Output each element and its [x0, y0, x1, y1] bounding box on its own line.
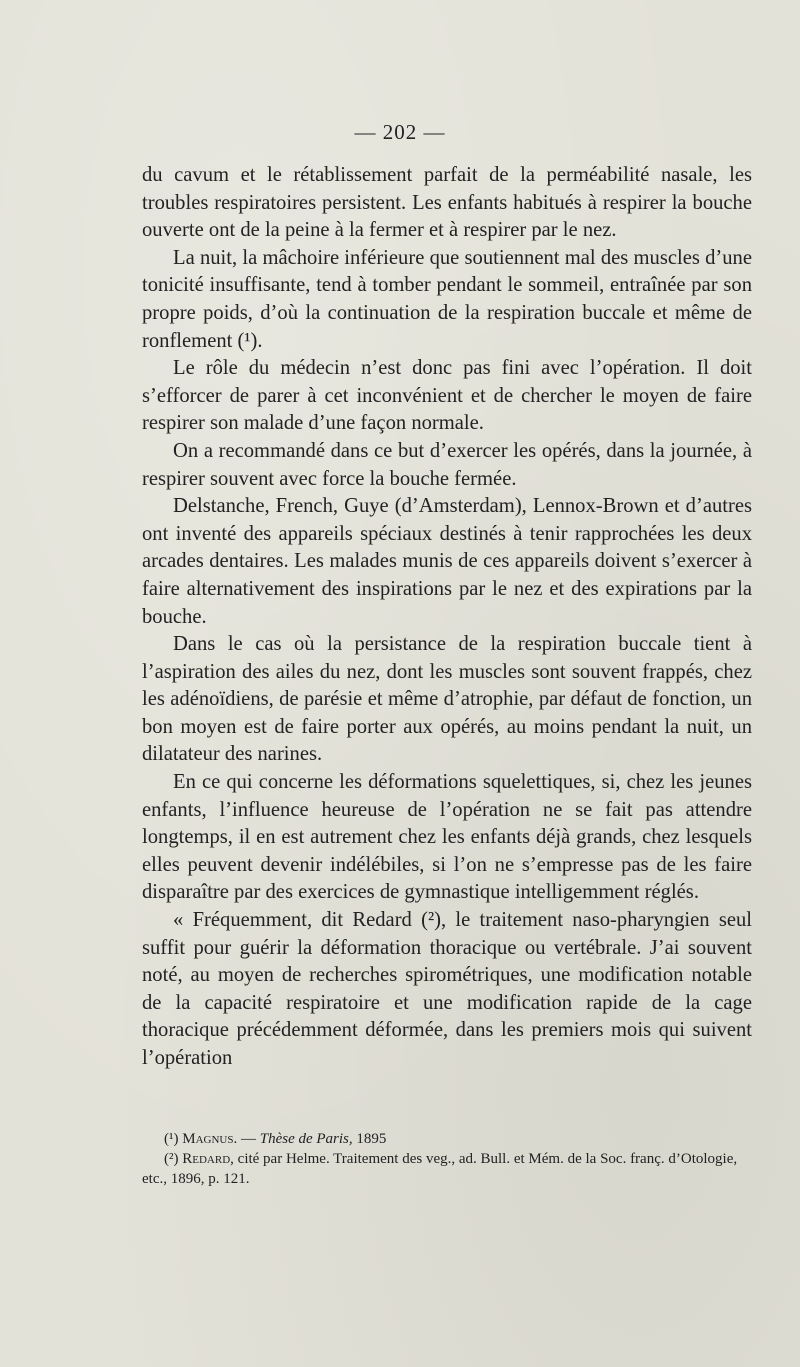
footnote-1-rest: 1895	[356, 1131, 387, 1147]
footnote-2-author: Redard,	[182, 1151, 234, 1167]
paragraph-4: On a recommandé dans ce but d’exercer les opérés, dans la journée, à respirer souvent avec force la bouche fermée.	[142, 439, 752, 490]
paragraph-3: Le rôle du médecin n’est donc pas fini avec l’opération. Il doit s’efforcer de parer à cet inconvénient et de chercher le moyen de faire respirer son malade d’une façon normale.	[142, 357, 752, 435]
paragraph-1: du cavum et le rétablissement parfait de la perméabilité nasale, les troubles respiratoires persistent. Les enfants habitués à respirer la bouche ouverte ont de la peine à la fermer et à respirer par le nez.	[142, 164, 752, 242]
footnote-1	[142, 1129, 752, 1149]
paragraph-8: « Fréquemment, dit Redard (²), le traitement naso-pharyngien seul suffit pour guérir la déformation thoracique ou vertébrale. J’ai souvent noté, au moyen de recherches spirométriques, une modification notable de la capacité respiratoire et une modification rapide de la cage thoracique précédemment déformée, dans les premiers mois qui suivent l’opération	[142, 909, 752, 1069]
footnote-1-mark: (¹)	[164, 1131, 179, 1147]
footnotes	[142, 1129, 752, 1189]
paragraph-6: Dans le cas où la persistance de la respiration buccale tient à l’aspiration des ailes du nez, dont les muscles sont souvent frappés, chez les adénoïdiens, de parésie et même d’atrophie, par défaut de fonction, un bon moyen est de faire porter aux opérés, au moins pendant la nuit, un dilatateur des narines.	[142, 633, 752, 766]
paragraph-2: La nuit, la mâchoire inférieure que soutiennent mal des muscles d’une tonicité insuffisante, tend à tomber pendant le sommeil, entraînée par son propre poids, d’où la continuation de la respiration buccale et même de ronflement (¹).	[142, 246, 752, 352]
body-text	[142, 162, 752, 1073]
paragraph-5: Delstanche, French, Guye (d’Amsterdam), Lennox-Brown et d’autres ont inventé des appareils spéciaux destinés à tenir rapprochées les deux arcades dentaires. Les malades munis de ces appareils doivent s’exercer à faire alternativement des inspirations par le nez et des expirations par la bouche.	[142, 495, 752, 628]
page-number: — 202 —	[354, 120, 446, 144]
footnote-1-title: Thèse de Paris,	[259, 1131, 353, 1147]
footnote-1-separator: —	[240, 1131, 256, 1147]
footnote-2	[142, 1149, 752, 1189]
footnote-2-rest: cité par Helme. Traitement des veg., ad. Bull. et Mém. de la Soc. franç. d’Otologie, etc., 1896, p. 121.	[142, 1151, 738, 1187]
footnote-1-author: Magnus.	[182, 1131, 238, 1147]
footnote-2-mark: (²)	[164, 1151, 179, 1167]
paragraph-7: En ce qui concerne les déformations squelettiques, si, chez les jeunes enfants, l’influence heureuse de l’opération ne se fait pas attendre longtemps, il en est autrement chez les enfants déjà grands, chez lesquels elles peuvent devenir indélébiles, si l’on ne s’empresse pas de les faire disparaître par des exercices de gymnastique intelligemment réglés.	[142, 771, 752, 904]
